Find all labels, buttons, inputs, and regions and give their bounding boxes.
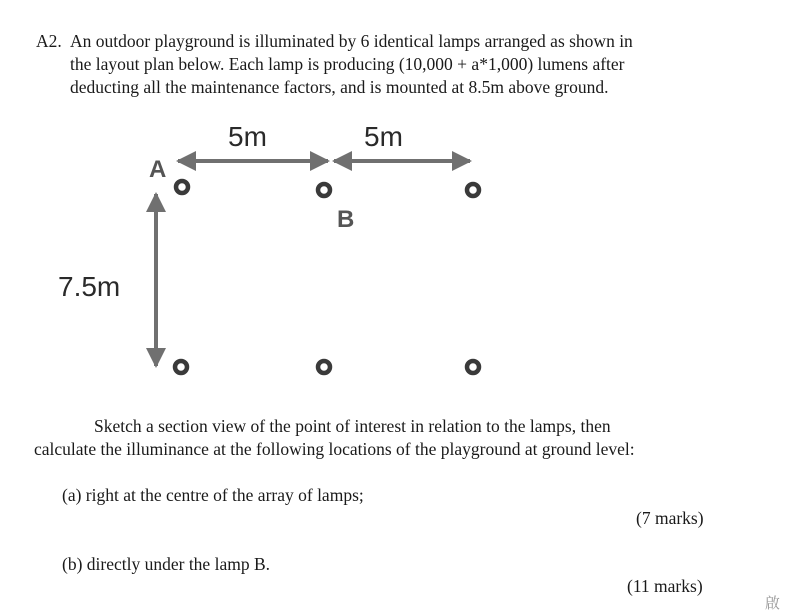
part-b-text: (b) directly under the lamp B.: [62, 554, 270, 574]
question-intro-line-3: deducting all the maintenance factors, and is mounted at 8.5m above ground.: [70, 77, 609, 97]
part-b-marks: (11 marks): [627, 576, 703, 596]
part-a-text: (a) right at the centre of the array of lamps;: [62, 485, 364, 505]
lamp-a: [176, 181, 188, 193]
dimension-label-top-right: 5m: [364, 121, 403, 152]
lamp-bottom-right: [467, 361, 479, 373]
instructions-line-1: Sketch a section view of the point of interest in relation to the lamps, then: [94, 416, 611, 436]
lamp-label-b: B: [337, 206, 355, 233]
lamp-b: [318, 184, 330, 196]
lamp-top-right: [467, 184, 479, 196]
part-a-marks: (7 marks): [636, 508, 704, 528]
lamp-bottom-left: [175, 361, 187, 373]
lamp-bottom-middle: [318, 361, 330, 373]
instructions-line-2: calculate the illuminance at the following locations of the playground at ground level:: [34, 439, 635, 459]
question-intro-line-2: the layout plan below. Each lamp is producing (10,000 + a*1,000) lumens after: [70, 54, 625, 74]
corner-mark: 啟: [764, 594, 780, 612]
dimension-label-top-left: 5m: [228, 121, 267, 152]
lamp-label-a: A: [149, 156, 167, 183]
dimension-label-vertical: 7.5m: [58, 271, 121, 302]
question-intro-line-1: An outdoor playground is illuminated by 6 identical lamps arranged as shown in: [70, 31, 633, 51]
question-number: A2.: [36, 31, 62, 51]
